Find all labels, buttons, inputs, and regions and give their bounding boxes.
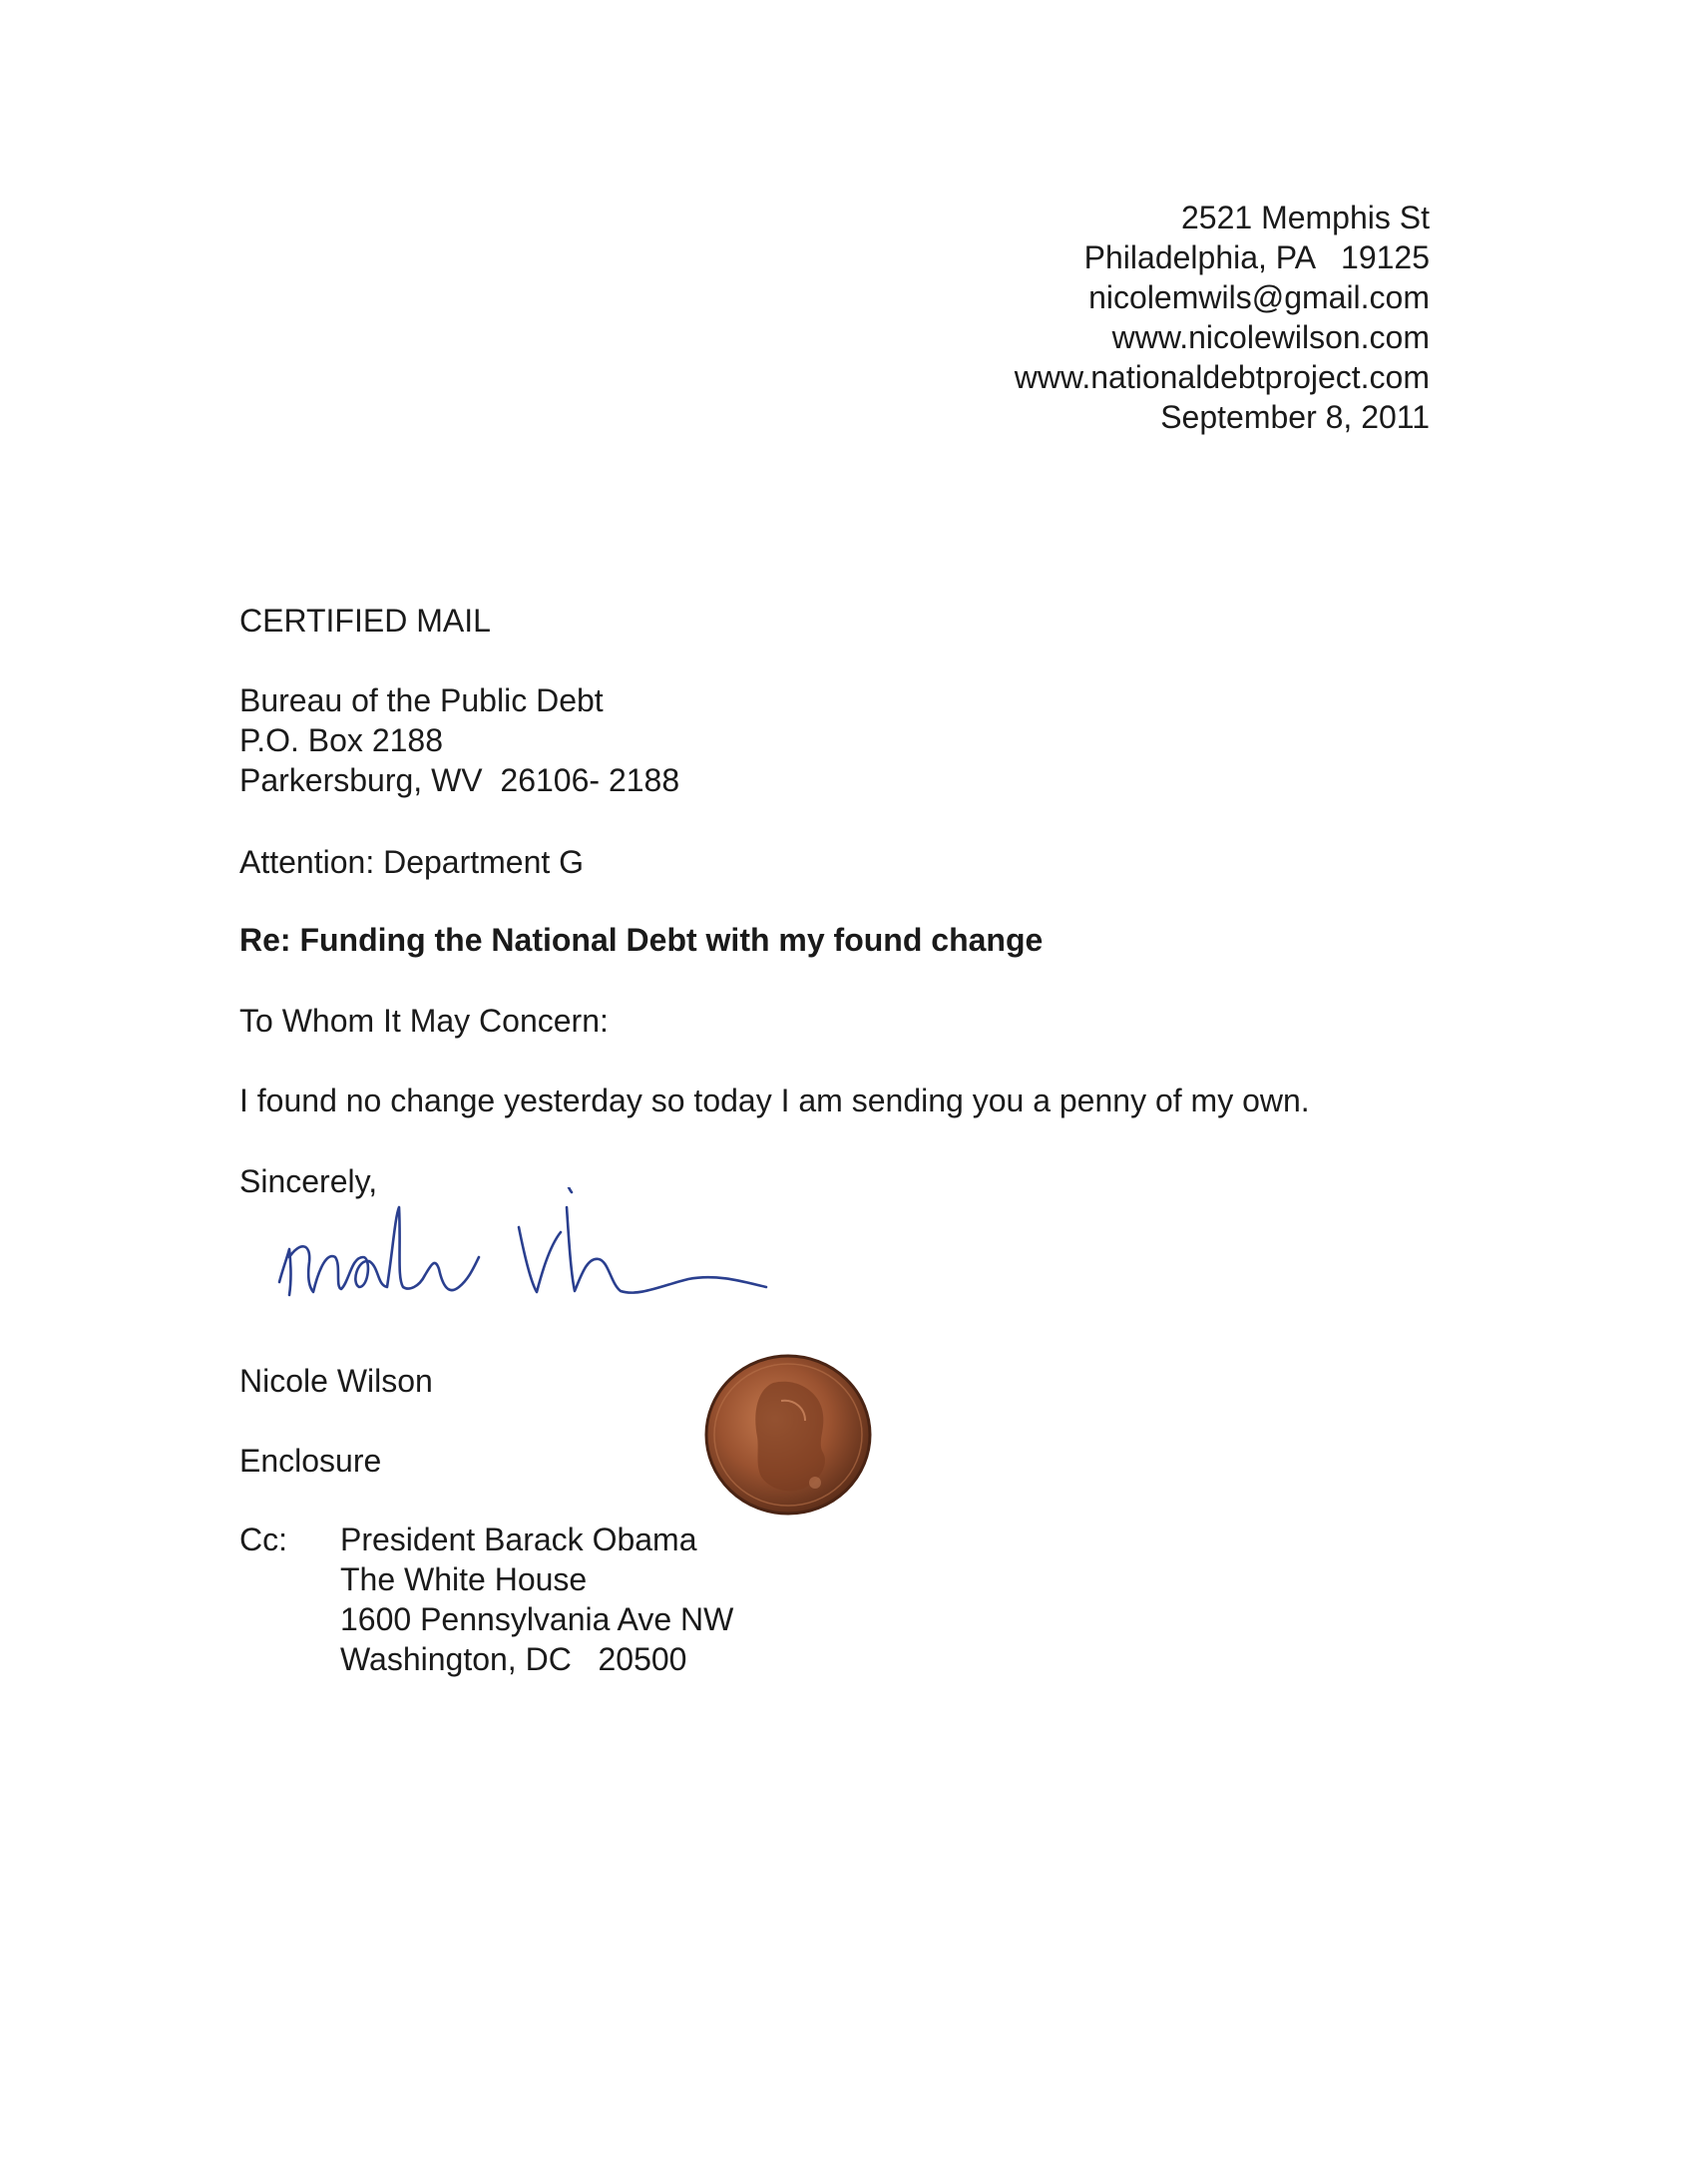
penny-coin-image <box>703 1353 873 1517</box>
letter-body: I found no change yesterday so today I am sending you a penny of my own. <box>239 1083 1310 1118</box>
signer-name: Nicole Wilson <box>239 1363 433 1399</box>
sender-city-state-zip: Philadelphia, PA 19125 <box>1083 239 1430 275</box>
sender-address-block <box>1015 198 1430 437</box>
attention-line: Attention: Department G <box>239 844 585 880</box>
letter-date: September 8, 2011 <box>1160 399 1430 435</box>
cc-address-line-4: Washington, DC 20500 <box>340 1641 687 1677</box>
cc-address-block <box>340 1520 733 1679</box>
closing: Sincerely, <box>239 1163 378 1199</box>
sender-website-personal: www.nicolewilson.com <box>1111 319 1430 355</box>
cc-recipient-name: President Barack Obama <box>340 1522 697 1557</box>
salutation: To Whom It May Concern: <box>239 1003 609 1039</box>
cc-address-line-2: The White House <box>340 1561 588 1597</box>
cc-address-line-3: 1600 Pennsylvania Ave NW <box>340 1601 734 1637</box>
handwritten-signature <box>269 1187 788 1317</box>
sender-email: nicolemwils@gmail.com <box>1088 279 1430 315</box>
sender-street: 2521 Memphis St <box>1180 200 1430 235</box>
recipient-po-box: P.O. Box 2188 <box>239 722 443 758</box>
cc-label: Cc: <box>239 1522 287 1557</box>
mail-type-label: CERTIFIED MAIL <box>239 603 491 639</box>
enclosure-note: Enclosure <box>239 1443 382 1479</box>
sender-website-project: www.nationaldebtproject.com <box>1014 359 1430 395</box>
recipient-city-state-zip: Parkersburg, WV 26106- 2188 <box>239 762 680 798</box>
recipient-address-block <box>239 680 679 800</box>
subject-line: Re: Funding the National Debt with my found change <box>239 922 1044 958</box>
recipient-name: Bureau of the Public Debt <box>239 682 604 718</box>
